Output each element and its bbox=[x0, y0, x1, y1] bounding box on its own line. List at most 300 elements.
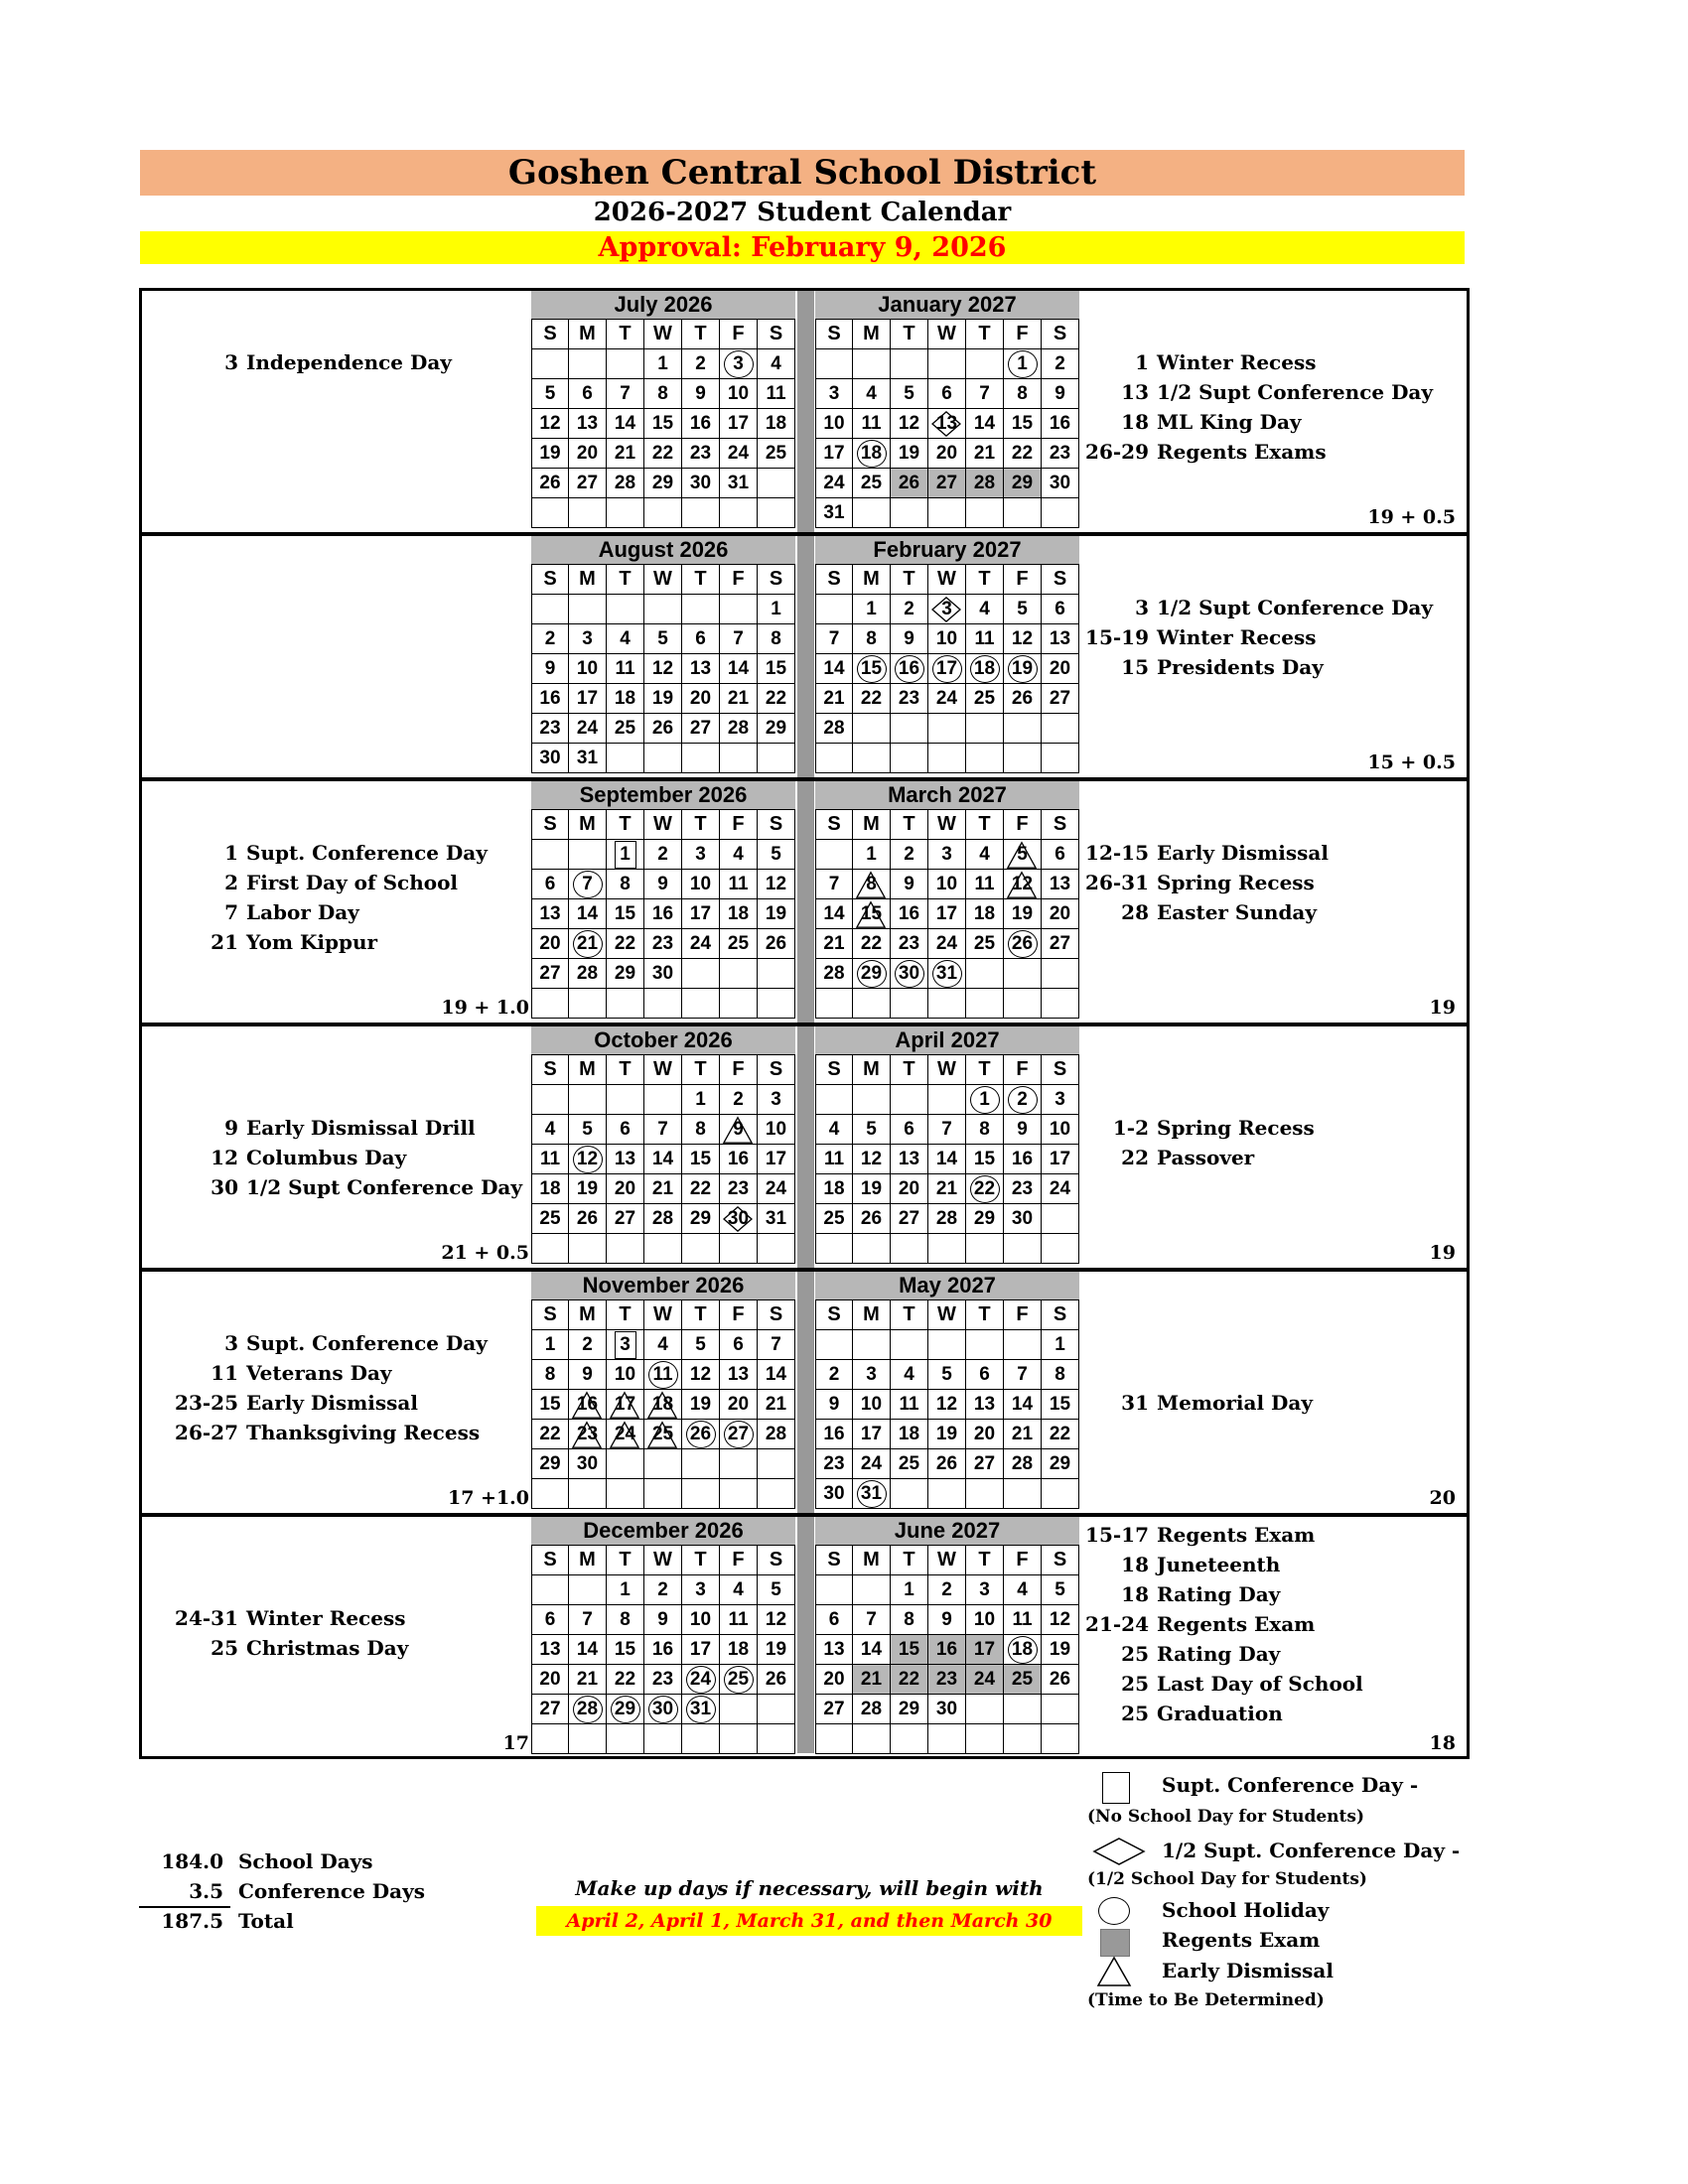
empty-day-cell bbox=[853, 1085, 891, 1115]
day-cell bbox=[815, 409, 853, 439]
empty-day-cell bbox=[607, 1085, 644, 1115]
school-days-label: School Days bbox=[237, 1849, 373, 1873]
weekday-header: F bbox=[720, 320, 758, 349]
school-days-total bbox=[149, 1849, 373, 1873]
empty-day-cell bbox=[891, 1085, 928, 1115]
legend-regents-swatch bbox=[1100, 1929, 1130, 1957]
day-cell bbox=[682, 1575, 720, 1605]
day-number: 10 bbox=[935, 628, 958, 649]
day-number: 2 bbox=[1017, 1089, 1028, 1110]
right-day-count: 19 bbox=[1429, 997, 1456, 1019]
event-date: 1 bbox=[224, 841, 238, 865]
day-number: 21 bbox=[614, 443, 636, 464]
day-number: 21 bbox=[973, 443, 996, 464]
day-cell bbox=[720, 1145, 758, 1174]
empty-day-cell bbox=[644, 1479, 682, 1509]
weekday-header: S bbox=[815, 1300, 853, 1330]
day-cell bbox=[891, 379, 928, 409]
empty-day-cell bbox=[758, 1724, 795, 1754]
day-cell bbox=[891, 469, 928, 498]
day-number: 3 bbox=[941, 599, 952, 619]
left-day-count: 21 + 0.5 bbox=[441, 1242, 529, 1264]
day-number: 1 bbox=[979, 1089, 990, 1110]
event-date: 15-17 bbox=[1085, 1523, 1149, 1547]
empty-day-cell bbox=[853, 989, 891, 1019]
day-number: 15 bbox=[898, 1639, 920, 1660]
day-number: 4 bbox=[979, 844, 990, 865]
day-number: 8 bbox=[866, 874, 877, 894]
day-cell bbox=[966, 840, 1004, 870]
day-number: 12 bbox=[689, 1364, 712, 1385]
day-cell bbox=[1042, 469, 1079, 498]
day-cell bbox=[607, 714, 644, 744]
day-cell bbox=[758, 1204, 795, 1234]
day-number: 5 bbox=[582, 1119, 593, 1140]
day-cell bbox=[966, 1449, 1004, 1479]
day-cell bbox=[1004, 595, 1042, 624]
day-cell bbox=[815, 1605, 853, 1635]
day-cell bbox=[758, 379, 795, 409]
day-cell bbox=[1004, 1635, 1042, 1665]
day-number: 1 bbox=[1055, 1334, 1065, 1355]
day-cell bbox=[853, 1145, 891, 1174]
day-cell bbox=[720, 379, 758, 409]
day-cell bbox=[644, 439, 682, 469]
weekday-header: W bbox=[644, 1300, 682, 1330]
weekday-header: T bbox=[891, 1300, 928, 1330]
day-cell bbox=[682, 1605, 720, 1635]
day-cell bbox=[644, 469, 682, 498]
day-cell bbox=[891, 439, 928, 469]
empty-day-cell bbox=[682, 498, 720, 528]
month-grid bbox=[815, 810, 1079, 1019]
day-cell bbox=[644, 1605, 682, 1635]
day-cell bbox=[758, 595, 795, 624]
day-number: 27 bbox=[727, 1424, 750, 1444]
day-cell bbox=[815, 899, 853, 929]
day-number: 4 bbox=[904, 1364, 914, 1385]
day-number: 4 bbox=[657, 1334, 668, 1355]
day-number: 8 bbox=[695, 1119, 706, 1140]
day-number: 15 bbox=[651, 413, 674, 434]
day-number: 26 bbox=[1049, 1669, 1071, 1690]
day-cell bbox=[682, 714, 720, 744]
legend-triangle-icon bbox=[1096, 1956, 1132, 1987]
day-number: 23 bbox=[651, 1669, 674, 1690]
empty-day-cell bbox=[1042, 498, 1079, 528]
day-cell bbox=[1042, 1174, 1079, 1204]
right-events bbox=[1077, 838, 1329, 927]
day-cell bbox=[853, 1635, 891, 1665]
weekday-header: M bbox=[569, 810, 607, 840]
day-cell bbox=[815, 624, 853, 654]
day-cell bbox=[644, 654, 682, 684]
day-cell bbox=[569, 684, 607, 714]
weekday-header: F bbox=[720, 1300, 758, 1330]
event-text: Yom Kippur bbox=[246, 930, 378, 954]
day-cell bbox=[644, 684, 682, 714]
day-cell bbox=[966, 1390, 1004, 1420]
day-number: 16 bbox=[651, 1639, 674, 1660]
day-number: 16 bbox=[935, 1639, 958, 1660]
day-number: 5 bbox=[544, 383, 556, 404]
day-cell bbox=[815, 1420, 853, 1449]
day-number: 10 bbox=[935, 874, 958, 894]
empty-day-cell bbox=[569, 989, 607, 1019]
day-cell bbox=[607, 654, 644, 684]
empty-day-cell bbox=[966, 498, 1004, 528]
empty-day-cell bbox=[1004, 1479, 1042, 1509]
conference-days-value: 3.5 bbox=[189, 1879, 223, 1903]
weekday-header: T bbox=[891, 1055, 928, 1085]
day-cell bbox=[891, 409, 928, 439]
row-separator-thin bbox=[139, 780, 1470, 781]
event-row bbox=[1077, 1388, 1313, 1418]
day-cell bbox=[531, 409, 569, 439]
month-grid bbox=[815, 565, 1079, 773]
empty-day-cell bbox=[720, 989, 758, 1019]
day-cell bbox=[682, 624, 720, 654]
empty-day-cell bbox=[569, 1479, 607, 1509]
empty-day-cell bbox=[758, 989, 795, 1019]
empty-day-cell bbox=[815, 1724, 853, 1754]
empty-day-cell bbox=[966, 989, 1004, 1019]
day-cell bbox=[758, 654, 795, 684]
day-cell bbox=[891, 595, 928, 624]
day-cell bbox=[644, 1390, 682, 1420]
day-cell bbox=[682, 654, 720, 684]
day-cell bbox=[607, 1665, 644, 1695]
weekday-header: W bbox=[928, 1546, 966, 1575]
day-number: 7 bbox=[866, 1609, 877, 1630]
day-cell bbox=[569, 1174, 607, 1204]
day-cell bbox=[758, 1360, 795, 1390]
day-cell bbox=[682, 409, 720, 439]
day-number: 25 bbox=[898, 1453, 920, 1474]
day-number: 26 bbox=[1011, 933, 1034, 954]
empty-day-cell bbox=[644, 1449, 682, 1479]
weekday-header: F bbox=[720, 810, 758, 840]
event-date: 25 bbox=[1121, 1642, 1149, 1666]
event-date: 21-24 bbox=[1085, 1612, 1149, 1636]
empty-day-cell bbox=[644, 1234, 682, 1264]
day-cell bbox=[815, 1174, 853, 1204]
day-number: 12 bbox=[935, 1394, 958, 1415]
month-calendar bbox=[531, 1026, 795, 1264]
day-number: 24 bbox=[689, 1669, 712, 1690]
left-day-count: 19 + 1.0 bbox=[441, 997, 529, 1019]
day-number: 6 bbox=[733, 1334, 744, 1355]
empty-day-cell bbox=[928, 1330, 966, 1360]
month-title: May 2027 bbox=[815, 1272, 1079, 1300]
day-number: 20 bbox=[727, 1394, 750, 1415]
month-grid bbox=[531, 810, 795, 1019]
day-number: 17 bbox=[860, 1424, 883, 1444]
day-cell bbox=[853, 1115, 891, 1145]
day-number: 30 bbox=[651, 1699, 674, 1719]
left-day-count: 17 bbox=[502, 1732, 529, 1754]
day-cell bbox=[853, 929, 891, 959]
day-number: 15 bbox=[860, 658, 883, 679]
day-number: 18 bbox=[973, 903, 996, 924]
day-number: 17 bbox=[689, 1639, 712, 1660]
day-cell bbox=[607, 439, 644, 469]
day-cell bbox=[1042, 624, 1079, 654]
day-cell bbox=[758, 1635, 795, 1665]
event-text: Regents Exams bbox=[1157, 440, 1327, 464]
event-row bbox=[149, 1358, 488, 1388]
day-cell bbox=[966, 1360, 1004, 1390]
day-number: 24 bbox=[935, 933, 958, 954]
month-grid bbox=[531, 1055, 795, 1264]
day-number: 23 bbox=[727, 1178, 750, 1199]
event-row bbox=[149, 838, 488, 868]
day-number: 8 bbox=[1017, 383, 1028, 404]
weekday-header: S bbox=[815, 810, 853, 840]
event-date: 12-15 bbox=[1085, 841, 1149, 865]
weekday-header: W bbox=[928, 320, 966, 349]
day-cell bbox=[966, 624, 1004, 654]
day-number: 7 bbox=[582, 1609, 593, 1630]
day-number: 27 bbox=[935, 473, 958, 493]
day-number: 24 bbox=[823, 473, 845, 493]
day-number: 24 bbox=[973, 1669, 996, 1690]
day-cell bbox=[569, 1145, 607, 1174]
event-row bbox=[1077, 377, 1433, 407]
day-number: 14 bbox=[823, 903, 845, 924]
day-cell bbox=[644, 1665, 682, 1695]
empty-day-cell bbox=[682, 1479, 720, 1509]
day-cell bbox=[720, 714, 758, 744]
day-cell bbox=[758, 1115, 795, 1145]
day-number: 22 bbox=[1049, 1424, 1071, 1444]
day-number: 8 bbox=[979, 1119, 990, 1140]
day-cell bbox=[569, 379, 607, 409]
day-cell bbox=[1004, 1605, 1042, 1635]
day-cell bbox=[531, 1330, 569, 1360]
event-row bbox=[1077, 593, 1433, 622]
event-text: Easter Sunday bbox=[1157, 900, 1318, 924]
legend-early-dismissal-note: (Time to Be Determined) bbox=[1087, 1990, 1325, 2010]
day-number: 23 bbox=[823, 1453, 845, 1474]
day-cell bbox=[928, 1575, 966, 1605]
legend-supt-conference-note: (No School Day for Students) bbox=[1087, 1807, 1364, 1827]
weekday-header: W bbox=[644, 1546, 682, 1575]
empty-day-cell bbox=[966, 959, 1004, 989]
event-text: Winter Recess bbox=[1157, 350, 1317, 374]
day-cell bbox=[644, 840, 682, 870]
empty-day-cell bbox=[569, 1724, 607, 1754]
weekday-header: T bbox=[966, 1546, 1004, 1575]
day-cell bbox=[531, 899, 569, 929]
day-number: 26 bbox=[860, 1208, 883, 1229]
day-number: 4 bbox=[620, 628, 631, 649]
day-number: 2 bbox=[733, 1089, 744, 1110]
weekday-header: M bbox=[569, 1055, 607, 1085]
day-cell bbox=[815, 498, 853, 528]
empty-day-cell bbox=[853, 498, 891, 528]
day-number: 7 bbox=[979, 383, 990, 404]
day-number: 20 bbox=[539, 933, 561, 954]
weekday-header: S bbox=[1042, 1300, 1079, 1330]
day-cell bbox=[815, 714, 853, 744]
event-row bbox=[149, 1172, 522, 1202]
day-cell bbox=[1042, 1360, 1079, 1390]
event-date: 15 bbox=[1121, 655, 1149, 679]
legend-school-holiday: School Holiday bbox=[1162, 1898, 1330, 1922]
event-row bbox=[149, 1603, 408, 1633]
day-cell bbox=[966, 1115, 1004, 1145]
event-text: Winter Recess bbox=[1157, 625, 1317, 649]
day-cell bbox=[928, 1605, 966, 1635]
day-number: 13 bbox=[727, 1364, 750, 1385]
day-number: 9 bbox=[941, 1609, 952, 1630]
day-cell bbox=[607, 1695, 644, 1724]
day-number: 4 bbox=[771, 353, 781, 374]
day-cell bbox=[758, 840, 795, 870]
empty-day-cell bbox=[891, 1724, 928, 1754]
day-cell bbox=[720, 1115, 758, 1145]
event-date: 26-29 bbox=[1085, 440, 1149, 464]
empty-day-cell bbox=[607, 498, 644, 528]
event-text: Spring Recess bbox=[1157, 871, 1315, 894]
day-cell bbox=[966, 1145, 1004, 1174]
day-cell bbox=[928, 1174, 966, 1204]
day-cell bbox=[682, 870, 720, 899]
weekday-header: T bbox=[607, 320, 644, 349]
empty-day-cell bbox=[966, 1330, 1004, 1360]
day-cell bbox=[569, 744, 607, 773]
left-events bbox=[149, 1113, 522, 1202]
day-number: 3 bbox=[620, 1334, 631, 1355]
day-cell bbox=[607, 870, 644, 899]
day-cell bbox=[891, 654, 928, 684]
day-cell bbox=[720, 1665, 758, 1695]
day-cell bbox=[720, 349, 758, 379]
day-number: 26 bbox=[539, 473, 561, 493]
day-number: 30 bbox=[935, 1699, 958, 1719]
event-text: Early Dismissal Drill bbox=[246, 1116, 476, 1140]
empty-day-cell bbox=[607, 349, 644, 379]
day-cell bbox=[531, 684, 569, 714]
day-cell bbox=[720, 929, 758, 959]
day-cell bbox=[1042, 929, 1079, 959]
day-number: 25 bbox=[973, 688, 996, 709]
row-separator-thin bbox=[139, 1025, 1470, 1026]
day-number: 18 bbox=[1011, 1639, 1034, 1660]
day-number: 14 bbox=[727, 658, 750, 679]
empty-day-cell bbox=[853, 1330, 891, 1360]
day-cell bbox=[815, 1695, 853, 1724]
weekday-header: T bbox=[891, 1546, 928, 1575]
empty-day-cell bbox=[607, 744, 644, 773]
weekday-header: T bbox=[891, 810, 928, 840]
day-cell bbox=[815, 469, 853, 498]
month-calendar bbox=[815, 781, 1079, 1019]
day-cell bbox=[644, 714, 682, 744]
day-cell bbox=[758, 899, 795, 929]
event-text: Passover bbox=[1157, 1146, 1255, 1169]
empty-day-cell bbox=[928, 1479, 966, 1509]
day-cell bbox=[569, 929, 607, 959]
school-days-value: 184.0 bbox=[161, 1849, 223, 1873]
day-number: 21 bbox=[727, 688, 750, 709]
day-number: 5 bbox=[1055, 1579, 1065, 1600]
right-events bbox=[1077, 593, 1433, 682]
event-text: Rating Day bbox=[1157, 1642, 1281, 1666]
day-cell bbox=[531, 714, 569, 744]
day-cell bbox=[720, 1605, 758, 1635]
day-number: 22 bbox=[614, 933, 636, 954]
day-cell bbox=[607, 1635, 644, 1665]
empty-day-cell bbox=[928, 1085, 966, 1115]
day-number: 29 bbox=[973, 1208, 996, 1229]
legend-circle-icon bbox=[1098, 1897, 1130, 1925]
day-cell bbox=[1004, 899, 1042, 929]
day-cell bbox=[758, 684, 795, 714]
weekday-header: F bbox=[1004, 1546, 1042, 1575]
day-number: 16 bbox=[898, 658, 920, 679]
day-cell bbox=[891, 624, 928, 654]
empty-day-cell bbox=[928, 1234, 966, 1264]
day-number: 22 bbox=[651, 443, 674, 464]
day-number: 27 bbox=[689, 718, 712, 739]
day-cell bbox=[682, 469, 720, 498]
day-number: 17 bbox=[689, 903, 712, 924]
day-number: 30 bbox=[576, 1453, 599, 1474]
day-cell bbox=[928, 684, 966, 714]
day-number: 14 bbox=[860, 1639, 883, 1660]
day-cell bbox=[720, 1575, 758, 1605]
day-cell bbox=[644, 1575, 682, 1605]
day-cell bbox=[928, 1635, 966, 1665]
day-number: 9 bbox=[582, 1364, 593, 1385]
day-number: 20 bbox=[614, 1178, 636, 1199]
day-number: 31 bbox=[935, 963, 958, 984]
day-cell bbox=[720, 1330, 758, 1360]
day-number: 15 bbox=[614, 1639, 636, 1660]
event-row bbox=[1077, 868, 1329, 897]
event-row bbox=[1077, 1609, 1363, 1639]
day-cell bbox=[853, 1695, 891, 1724]
day-number: 24 bbox=[1049, 1178, 1071, 1199]
day-cell bbox=[720, 1204, 758, 1234]
day-number: 20 bbox=[689, 688, 712, 709]
day-cell bbox=[1042, 409, 1079, 439]
day-cell bbox=[1004, 1575, 1042, 1605]
day-cell bbox=[1004, 1085, 1042, 1115]
day-number: 11 bbox=[823, 1149, 845, 1169]
event-date: 25 bbox=[1121, 1672, 1149, 1696]
day-cell bbox=[1004, 379, 1042, 409]
day-number: 24 bbox=[727, 443, 750, 464]
empty-day-cell bbox=[720, 1234, 758, 1264]
day-cell bbox=[1042, 1635, 1079, 1665]
day-number: 2 bbox=[941, 1579, 952, 1600]
empty-day-cell bbox=[569, 1575, 607, 1605]
day-cell bbox=[928, 1115, 966, 1145]
day-cell bbox=[1042, 1330, 1079, 1360]
day-cell bbox=[1042, 899, 1079, 929]
day-number: 12 bbox=[539, 413, 561, 434]
day-cell bbox=[853, 1420, 891, 1449]
empty-day-cell bbox=[531, 1575, 569, 1605]
day-number: 12 bbox=[1049, 1609, 1071, 1630]
empty-day-cell bbox=[928, 744, 966, 773]
right-day-count: 18 bbox=[1429, 1732, 1456, 1754]
day-number: 8 bbox=[544, 1364, 556, 1385]
day-cell bbox=[1042, 439, 1079, 469]
